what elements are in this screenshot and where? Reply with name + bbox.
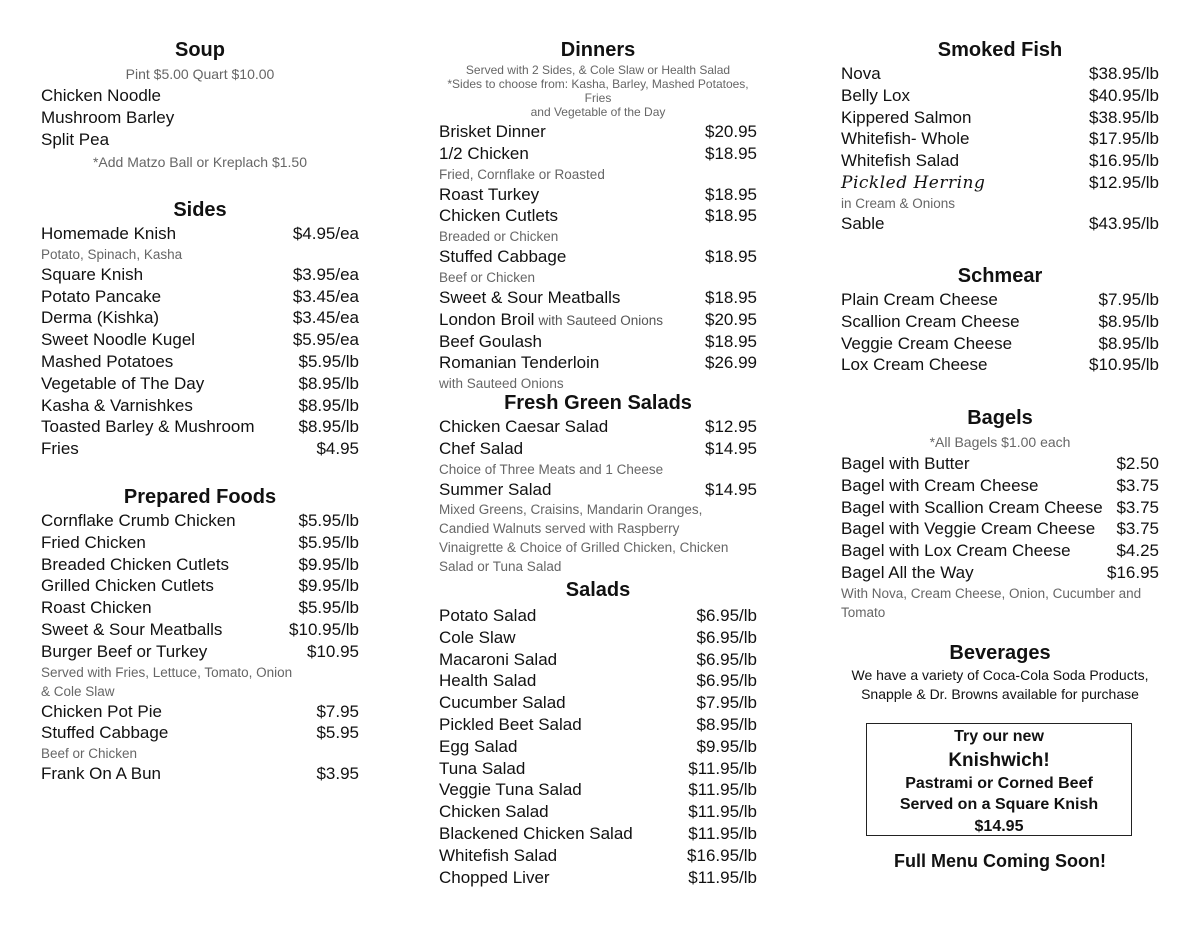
green-salads-title: Fresh Green Salads bbox=[504, 392, 692, 414]
menu-item-name: Potato Pancake bbox=[41, 286, 162, 306]
menu-item-price: $7.95/lb bbox=[1098, 290, 1159, 309]
menu-item-name: Whitefish- Whole bbox=[841, 129, 970, 149]
menu-item bbox=[41, 286, 359, 308]
menu-item bbox=[439, 714, 757, 736]
soup-note: *Add Matzo Ball or Kreplach $1.50 bbox=[92, 154, 307, 171]
menu-item bbox=[439, 692, 757, 714]
menu-item-price: $9.95/lb bbox=[298, 576, 359, 596]
menu-item-name: Scallion Cream Cheese bbox=[841, 311, 1020, 331]
menu-item-price: $3.75 bbox=[1116, 475, 1159, 495]
promo-line: Try our new bbox=[954, 728, 1044, 745]
menu-item-name: Chef Salad bbox=[439, 438, 524, 458]
menu-item bbox=[439, 331, 757, 353]
item-description: in Cream & Onions bbox=[841, 195, 956, 211]
menu-item-price: $10.95/lb bbox=[1089, 355, 1159, 375]
menu-item bbox=[439, 670, 757, 692]
menu-item bbox=[41, 575, 359, 597]
menu-item bbox=[41, 264, 359, 286]
menu-item bbox=[41, 223, 359, 245]
menu-item bbox=[439, 246, 757, 268]
menu-item-price: $3.75 bbox=[1116, 519, 1159, 539]
promo-price: $14.95 bbox=[974, 817, 1024, 835]
menu-item-price: $4.95 bbox=[316, 439, 359, 459]
bagels-title: Bagels bbox=[967, 407, 1033, 429]
menu-item-name: Blackened Chicken Salad bbox=[439, 823, 633, 843]
menu-item-name: Stuffed Cabbage bbox=[41, 723, 169, 743]
menu-item-name: Roast Chicken bbox=[41, 598, 152, 618]
menu-item-name: Health Salad bbox=[439, 671, 537, 691]
menu-item-name: Chicken Caesar Salad bbox=[439, 417, 609, 436]
schmear-title: Schmear bbox=[957, 265, 1043, 287]
menu-item-price: $6.95/lb bbox=[696, 606, 757, 625]
item-description: with Sauteed Onions bbox=[439, 376, 564, 392]
bagels-section bbox=[841, 405, 1159, 622]
menu-item-name: Pickled Herring bbox=[841, 172, 986, 193]
menu-item-price: $5.95/lb bbox=[298, 598, 359, 618]
menu-item-price: $11.95/lb bbox=[688, 758, 757, 778]
menu-item-price: $16.95/lb bbox=[1089, 151, 1159, 171]
menu-item bbox=[41, 619, 359, 641]
beverages-title: Beverages bbox=[949, 642, 1051, 664]
soup-title: Soup bbox=[175, 39, 225, 61]
menu-item-price: $7.95/lb bbox=[696, 693, 757, 713]
menu-item-price: $12.95/lb bbox=[1089, 172, 1159, 192]
menu-item-price: $11.95/lb bbox=[688, 867, 757, 887]
menu-item-name: Pickled Beet Salad bbox=[439, 714, 582, 734]
menu-item-name: Whitefish Salad bbox=[841, 151, 960, 171]
menu-item bbox=[41, 416, 359, 438]
menu-item-price: $14.95 bbox=[705, 479, 757, 499]
item-description: Tomato bbox=[841, 604, 886, 620]
menu-item-price: $5.95/lb bbox=[298, 532, 359, 552]
salads-title: Salads bbox=[565, 579, 631, 601]
menu-item-name: Cole Slaw bbox=[439, 627, 516, 647]
item-description: Mixed Greens, Craisins, Mandarin Oranges, bbox=[439, 502, 703, 518]
menu-item-name: Lox Cream Cheese bbox=[841, 355, 988, 375]
smoked-fish-title: Smoked Fish bbox=[937, 39, 1063, 61]
menu-item-name: Beef Goulash bbox=[439, 331, 543, 351]
menu-item-price: $4.95/ea bbox=[292, 224, 359, 243]
menu-item-price: $20.95 bbox=[705, 309, 757, 329]
menu-item-name: Derma (Kishka) bbox=[41, 308, 160, 328]
menu-item-name: London Broil bbox=[439, 309, 535, 329]
menu-item bbox=[841, 518, 1159, 540]
menu-item bbox=[41, 763, 359, 785]
menu-item-name: Bagel All the Way bbox=[841, 562, 974, 582]
menu-item-price: $18.95 bbox=[705, 331, 757, 351]
menu-item-name: Veggie Cream Cheese bbox=[841, 333, 1013, 353]
menu-item bbox=[439, 143, 757, 165]
menu-item-price: $14.95 bbox=[705, 438, 757, 458]
menu-item bbox=[439, 479, 757, 501]
menu-item-name: Tuna Salad bbox=[439, 758, 526, 778]
menu-item bbox=[439, 205, 757, 227]
menu-item bbox=[841, 172, 1159, 194]
menu-item bbox=[41, 351, 359, 373]
menu-item-price: $40.95/lb bbox=[1089, 85, 1159, 105]
prepared-title: Prepared Foods bbox=[123, 486, 277, 508]
dinners-title: Dinners bbox=[560, 39, 636, 61]
menu-item bbox=[439, 352, 757, 374]
menu-item-name: Burger Beef or Turkey bbox=[41, 641, 208, 661]
menu-item-name: Egg Salad bbox=[439, 736, 518, 756]
soup-sizes: Pint $5.00 Quart $10.00 bbox=[125, 66, 275, 82]
footer-coming-soon: Full Menu Coming Soon! bbox=[894, 851, 1106, 871]
menu-item-price: $38.95/lb bbox=[1089, 107, 1159, 127]
menu-item-name: Fried Chicken bbox=[41, 532, 146, 552]
salads-section bbox=[439, 577, 757, 888]
menu-item-name: 1/2 Chicken bbox=[439, 143, 529, 163]
menu-item-name: Cucumber Salad bbox=[439, 693, 566, 713]
menu-item-price: $18.95 bbox=[705, 287, 757, 307]
sides-title: Sides bbox=[173, 199, 227, 221]
menu-item-name: Bagel with Lox Cream Cheese bbox=[841, 541, 1071, 561]
menu-item-name: Breaded Chicken Cutlets bbox=[41, 554, 230, 574]
menu-item bbox=[41, 329, 359, 351]
menu-item bbox=[41, 701, 359, 723]
beverages-section bbox=[841, 640, 1159, 704]
soup-section bbox=[41, 37, 359, 174]
item-description: Vinaigrette & Choice of Grilled Chicken, Chicken bbox=[439, 540, 729, 556]
menu-item-name: Sweet & Sour Meatballs bbox=[41, 619, 223, 639]
menu-item-price: $3.75 bbox=[1116, 497, 1159, 517]
menu-item-price: $3.45/ea bbox=[292, 286, 359, 306]
menu-item-name: Grilled Chicken Cutlets bbox=[41, 576, 214, 596]
bagels-sub: *All Bagels $1.00 each bbox=[929, 434, 1071, 450]
menu-item-price: $4.25 bbox=[1116, 541, 1159, 561]
menu-item-name: Stuffed Cabbage bbox=[439, 247, 567, 267]
item-description: Candied Walnuts served with Raspberry bbox=[439, 521, 680, 537]
prepared-section bbox=[41, 484, 359, 785]
menu-item-price: $18.95 bbox=[705, 184, 757, 204]
promo-headline: Knishwich! bbox=[948, 749, 1050, 771]
menu-item bbox=[41, 641, 359, 663]
dinners-sub: *Sides to choose from: Kasha, Barley, Mashed Potatoes, Fries bbox=[447, 77, 749, 105]
menu-item-name: Mashed Potatoes bbox=[41, 351, 174, 371]
beverages-text: We have a variety of Coca-Cola Soda Products, bbox=[851, 667, 1149, 683]
menu-item-price: $7.95 bbox=[316, 701, 359, 721]
menu-item-name: Potato Salad bbox=[439, 606, 537, 625]
item-description: Potato, Spinach, Kasha bbox=[41, 246, 183, 262]
menu-item-price: $5.95/lb bbox=[298, 351, 359, 371]
menu-item bbox=[439, 184, 757, 206]
dinners-sub: Served with 2 Sides, & Cole Slaw or Health Salad bbox=[465, 63, 731, 77]
menu-item bbox=[41, 554, 359, 576]
menu-item-price: $6.95/lb bbox=[696, 649, 757, 669]
menu-item-name: Macaroni Salad bbox=[439, 649, 558, 669]
menu-item-inline-note: with Sauteed Onions bbox=[538, 312, 664, 328]
menu-item-price: $5.95 bbox=[316, 723, 359, 743]
menu-item-name: Cornflake Crumb Chicken bbox=[41, 511, 236, 530]
menu-item-name: Nova bbox=[841, 64, 881, 83]
menu-item bbox=[439, 309, 757, 331]
menu-item: Split Pea bbox=[41, 129, 110, 149]
menu-item bbox=[841, 150, 1159, 172]
menu-item bbox=[439, 627, 757, 649]
menu-item-name: Vegetable of The Day bbox=[41, 373, 205, 393]
menu-item-price: $8.95/lb bbox=[696, 714, 757, 734]
menu-item bbox=[41, 395, 359, 417]
schmear-section bbox=[841, 263, 1159, 376]
menu-item-name: Sable bbox=[841, 213, 885, 233]
menu-item-price: $8.95/lb bbox=[1098, 333, 1159, 353]
menu-item-price: $6.95/lb bbox=[696, 627, 757, 647]
menu-item bbox=[439, 801, 757, 823]
menu-item-price: $5.95/lb bbox=[298, 511, 359, 530]
menu-item-price: $3.45/ea bbox=[292, 308, 359, 328]
menu-item bbox=[841, 311, 1159, 333]
item-description: Salad or Tuna Salad bbox=[439, 559, 562, 575]
menu-item: Chicken Noodle bbox=[41, 86, 162, 105]
item-description: Fried, Cornflake or Roasted bbox=[439, 166, 605, 182]
menu-item-price: $3.95/ea bbox=[292, 264, 359, 284]
menu-item-price: $11.95/lb bbox=[688, 802, 757, 822]
menu-item-price: $2.50 bbox=[1116, 454, 1159, 473]
menu-item-price: $11.95/lb bbox=[688, 780, 757, 800]
menu-item-price: $20.95 bbox=[705, 122, 757, 141]
menu-item-name: Kasha & Varnishkes bbox=[41, 395, 193, 415]
menu-item-name: Kippered Salmon bbox=[841, 107, 972, 127]
menu-item-name: Belly Lox bbox=[841, 85, 910, 105]
menu-item-price: $8.95/lb bbox=[298, 373, 359, 393]
menu-item-price: $18.95 bbox=[705, 143, 757, 163]
menu-item-price: $9.95/lb bbox=[298, 554, 359, 574]
menu-item bbox=[439, 649, 757, 671]
green-salads-section bbox=[439, 390, 757, 576]
menu-item-name: Sweet Noodle Kugel bbox=[41, 330, 196, 350]
menu-item-name: Bagel with Veggie Cream Cheese bbox=[841, 519, 1096, 539]
menu-item bbox=[41, 373, 359, 395]
menu-item bbox=[841, 85, 1159, 107]
menu-item bbox=[41, 532, 359, 554]
sides-section bbox=[41, 197, 359, 460]
menu-item bbox=[841, 540, 1159, 562]
menu-item bbox=[439, 779, 757, 801]
menu-item-name: Chicken Cutlets bbox=[439, 206, 559, 226]
menu-item-price: $16.95/lb bbox=[687, 845, 757, 865]
menu-item-price: $10.95 bbox=[307, 641, 359, 661]
item-description: Beef or Chicken bbox=[439, 269, 536, 285]
menu-item-price: $18.95 bbox=[705, 247, 757, 267]
item-description: Breaded or Chicken bbox=[439, 229, 559, 245]
menu-item bbox=[841, 333, 1159, 355]
menu-item-price: $17.95/lb bbox=[1089, 129, 1159, 149]
menu-item-price: $8.95/lb bbox=[298, 395, 359, 415]
dinners-sub: and Vegetable of the Day bbox=[530, 105, 666, 119]
menu-item bbox=[439, 287, 757, 309]
promo-line: Served on a Square Knish bbox=[899, 796, 1099, 813]
menu-item-price: $5.95/ea bbox=[292, 330, 359, 350]
menu-item-price: $12.95 bbox=[705, 417, 757, 436]
menu-item-name: Homemade Knish bbox=[41, 224, 177, 243]
menu-item bbox=[439, 736, 757, 758]
menu-item-price: $11.95/lb bbox=[688, 823, 757, 843]
menu-item-price: $16.95 bbox=[1107, 562, 1159, 582]
menu-item-name: Bagel with Scallion Cream Cheese bbox=[841, 497, 1103, 517]
menu-item-name: Sweet & Sour Meatballs bbox=[439, 287, 621, 307]
knishwich-promo-box bbox=[866, 723, 1132, 836]
menu-item bbox=[841, 453, 1159, 475]
menu-item-name: Bagel with Cream Cheese bbox=[841, 475, 1039, 495]
menu-item-price: $6.95/lb bbox=[696, 671, 757, 691]
menu-item-name: Frank On A Bun bbox=[41, 764, 162, 784]
menu-item bbox=[439, 416, 757, 438]
promo-line: Pastrami or Corned Beef bbox=[905, 774, 1093, 792]
menu-item-price: $8.95/lb bbox=[1098, 311, 1159, 331]
menu-item bbox=[841, 289, 1159, 311]
menu-item bbox=[41, 722, 359, 744]
beverages-text: Snapple & Dr. Browns available for purchase bbox=[861, 686, 1139, 702]
menu-item bbox=[439, 605, 757, 627]
menu-item-name: Brisket Dinner bbox=[439, 122, 546, 141]
menu-item-name: Summer Salad bbox=[439, 479, 552, 499]
menu-item-price: $43.95/lb bbox=[1089, 213, 1159, 233]
smoked-fish-section bbox=[841, 37, 1159, 235]
menu-item-price: $9.95/lb bbox=[696, 736, 757, 756]
menu-item bbox=[41, 597, 359, 619]
menu-item-name: Whitefish Salad bbox=[439, 845, 558, 865]
menu-item-name: Chicken Pot Pie bbox=[41, 701, 162, 721]
menu-item bbox=[41, 510, 359, 532]
menu-item bbox=[841, 497, 1159, 519]
item-description: & Cole Slaw bbox=[41, 683, 115, 699]
item-description: Choice of Three Meats and 1 Cheese bbox=[439, 461, 664, 477]
menu-item bbox=[841, 213, 1159, 235]
menu-item bbox=[439, 438, 757, 460]
menu-item-price: $18.95 bbox=[705, 206, 757, 226]
dinners-section bbox=[439, 37, 757, 393]
menu-item-price: $8.95/lb bbox=[298, 417, 359, 437]
menu-item bbox=[841, 354, 1159, 376]
menu-item-name: Veggie Tuna Salad bbox=[439, 780, 582, 800]
item-description: Beef or Chicken bbox=[41, 746, 138, 762]
item-description: Served with Fries, Lettuce, Tomato, Onion bbox=[41, 664, 293, 680]
menu-item bbox=[439, 758, 757, 780]
menu-item bbox=[41, 307, 359, 329]
menu-item-price: $10.95/lb bbox=[289, 619, 359, 639]
menu-item bbox=[841, 128, 1159, 150]
menu-item bbox=[841, 107, 1159, 129]
menu-item bbox=[439, 867, 757, 889]
menu-item bbox=[439, 823, 757, 845]
menu-item-name: Chopped Liver bbox=[439, 867, 550, 887]
menu-item-price: $3.95 bbox=[316, 764, 359, 784]
menu-item bbox=[841, 63, 1159, 85]
menu-item bbox=[439, 121, 757, 143]
menu-item-name: Fries bbox=[41, 439, 79, 459]
menu-item bbox=[841, 562, 1159, 584]
menu-item bbox=[41, 438, 359, 460]
menu-item-name: Square Knish bbox=[41, 264, 144, 284]
menu-item-name: Roast Turkey bbox=[439, 184, 540, 204]
menu-item-name: Toasted Barley & Mushroom bbox=[41, 417, 255, 437]
menu-item-price: $26.99 bbox=[705, 353, 757, 373]
menu-item: Mushroom Barley bbox=[41, 107, 175, 127]
item-description: With Nova, Cream Cheese, Onion, Cucumber and bbox=[841, 585, 1142, 601]
menu-item-price: $38.95/lb bbox=[1089, 64, 1159, 83]
menu-item-name: Romanian Tenderloin bbox=[439, 353, 600, 373]
menu-item-name: Plain Cream Cheese bbox=[841, 290, 998, 309]
menu-item-name: Bagel with Butter bbox=[841, 454, 970, 473]
menu-item bbox=[439, 845, 757, 867]
menu-item bbox=[841, 475, 1159, 497]
menu-item-name: Chicken Salad bbox=[439, 802, 549, 822]
